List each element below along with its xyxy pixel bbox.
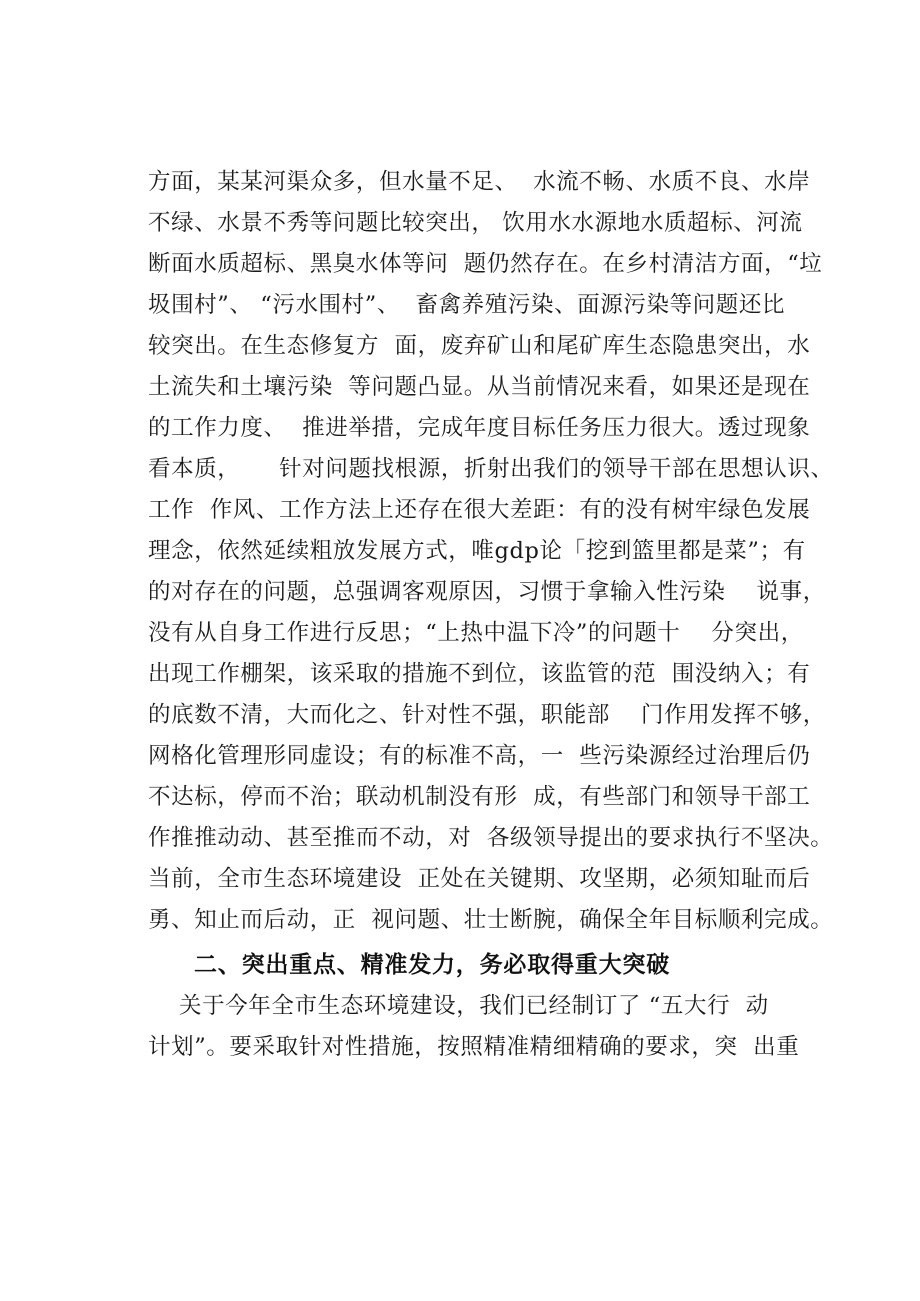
body-text-line: 计划”。要采取针对性措施，按照精准精细精确的要求，突 出重 xyxy=(148,1034,800,1060)
section-heading: 二、突出重点、精准发力，务必取得重大突破 xyxy=(194,952,670,978)
body-text-line: 方面，某某河渠众多，但水量不足、 水流不畅、水质不良、水岸 xyxy=(148,169,811,195)
body-text-line: 作推推动动、甚至推而不动，对 各级领导提出的要求执行不坚决。 xyxy=(148,825,834,851)
body-text-line: 较突出。在生态修复方 面，废弃矿山和尾矿库生态隐患突出，水 xyxy=(148,333,811,359)
body-text-line: 网格化管理形同虚设；有的标准不高，一 些污染源经过治理后仍 xyxy=(148,743,811,769)
body-text-line: 关于今年全市生态环境建设，我们已经制订了 “五大行 动 xyxy=(148,993,769,1019)
body-text-line: 当前，全市生态环境建设 正处在关键期、攻坚期，必须知耻而后 xyxy=(148,866,811,892)
body-text-line: 不达标，停而不治；联动机制没有形 成，有些部门和领导干部工 xyxy=(148,784,811,810)
body-text-line: 断面水质超标、黑臭水体等问 题仍然存在。在乡村清洁方面，“垃 xyxy=(148,251,823,277)
body-text-line: 的底数不清，大而化之、针对性不强，职能部 门作用发挥不够， xyxy=(148,702,826,728)
body-text-line: 理念，依然延续粗放发展方式，唯gdp论「挖到篮里都是菜”；有 xyxy=(148,538,806,564)
body-text-line: 工作 作风、工作方法上还存在很大差距：有的没有树牢绿色发展 xyxy=(148,497,811,523)
body-text-line: 的对存在的问题，总强调客观原因，习惯于拿输入性污染 说事， xyxy=(148,579,826,605)
body-text-line: 的工作力度、 推进举措，完成年度目标任务压力很大。透过现象 xyxy=(148,415,811,441)
body-text-line: 没有从自身工作进行反思；“上热中温下冷”的问题十 分突出， xyxy=(148,620,804,646)
body-text-line: 不绿、水景不秀等问题比较突出， 饮用水水源地水质超标、河流 xyxy=(148,210,803,236)
body-text-line: 圾围村”、 “污水围村”、 畜禽养殖污染、面源污染等问题还比 xyxy=(148,292,786,318)
body-text-line: 勇、知止而后动，正 视问题、壮士断腕，确保全年目标顺利完成。 xyxy=(148,907,834,933)
body-text-line: 土流失和土壤污染 等问题凸显。从当前情况来看，如果还是现在 xyxy=(148,374,811,400)
body-text-line: 看本质， 针对问题找根源，折射出我们的领导干部在思想认识、 xyxy=(148,456,834,482)
body-text-line: 出现工作棚架，该采取的措施不到位，该监管的范 围没纳入；有 xyxy=(148,661,811,687)
